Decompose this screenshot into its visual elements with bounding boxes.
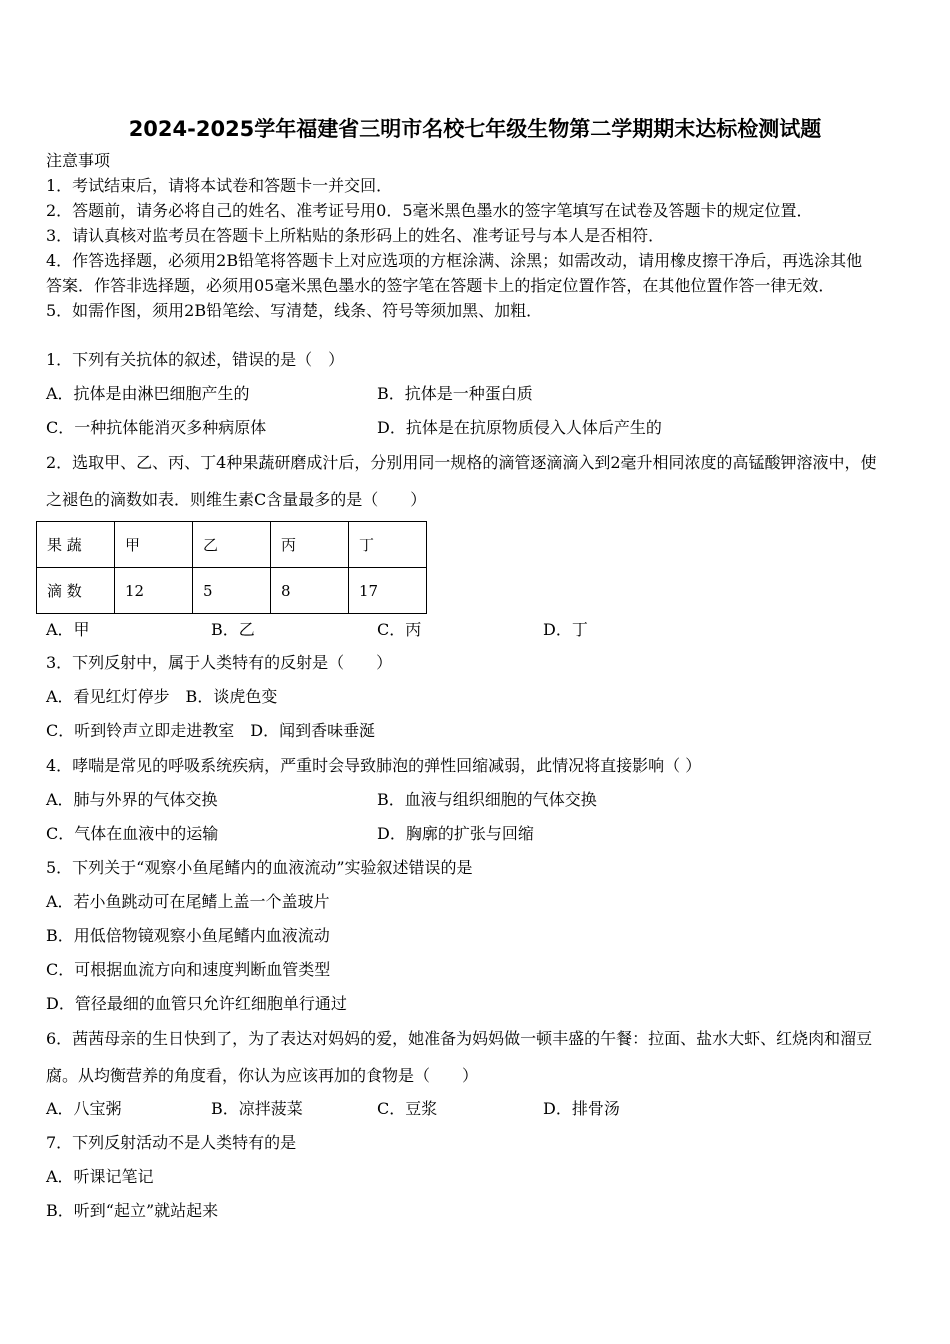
q5-option-c: C．可根据血流方向和速度判断血管类型 [46,960,331,979]
q1-option-d: D．抗体是在抗原物质侵入人体后产生的 [377,418,662,437]
q7-option-a: A．听课记笔记 [46,1167,154,1186]
table-cell: 丁 [349,522,427,568]
q3-stem: 3．下列反射中，属于人类特有的反射是（ ） [46,653,393,672]
notice-item: 2．答题前，请务必将自己的姓名、准考证号用0．5毫米黑色墨水的签字笔填写在试卷及答题卡的规定位置． [46,201,813,220]
notice-item: 4．作答选择题，必须用2B铅笔将答题卡上对应选项的方框涂满、涂黑；如需改动，请用橡皮擦干净后，再选涂其他 [46,251,863,270]
table-row [37,568,427,614]
q6-stem: 腐。从均衡营养的角度看，你认为应该再加的食物是（ ） [46,1066,479,1085]
q1-stem: 1．下列有关抗体的叙述，错误的是（ ） [46,350,345,369]
q3-options-cd: C．听到铃声立即走进教室 D．闻到香味垂涎 [46,721,376,740]
q5-stem: 5．下列关于“观察小鱼尾鳍内的血液流动”实验叙述错误的是 [46,858,473,877]
q2-stem: 之褪色的滴数如表．则维生素C含量最多的是（ ） [46,490,427,509]
q1-option-a: A．抗体是由淋巴细胞产生的 [46,384,250,403]
q4-option-c: C．气体在血液中的运输 [46,824,219,843]
q2-option-d: D．丁 [543,620,588,639]
q4-stem: 4．哮喘是常见的呼吸系统疾病，严重时会导致肺泡的弹性回缩减弱，此情况将直接影响（ ） [46,756,702,775]
q2-table [36,521,427,614]
q7-option-b: B．听到“起立”就站起来 [46,1201,219,1220]
notice-item: 答案．作答非选择题，必须用05毫米黑色墨水的签字笔在答题卡上的指定位置作答，在其他位置作答一律无效． [46,276,835,295]
table-cell: 甲 [115,522,193,568]
q2-option-b: B．乙 [211,620,255,639]
q1-option-b: B．抗体是一种蛋白质 [377,384,533,403]
q4-option-a: A．肺与外界的气体交换 [46,790,218,809]
notice-heading: 注意事项 [46,151,111,170]
table-cell: 5 [193,568,271,614]
page-title: 2024-2025学年福建省三明市名校七年级生物第二学期期末达标检测试题 [128,117,822,141]
table-cell: 丙 [271,522,349,568]
notice-item: 5．如需作图，须用2B铅笔绘、写清楚，线条、符号等须加黑、加粗． [46,301,543,320]
table-cell: 滴 数 [37,568,115,614]
q5-option-b: B．用低倍物镜观察小鱼尾鳍内血液流动 [46,926,330,945]
q4-option-b: B．血液与组织细胞的气体交换 [377,790,597,809]
q4-option-d: D．胸廓的扩张与回缩 [377,824,534,843]
notice-item: 3．请认真核对监考员在答题卡上所粘贴的条形码上的姓名、准考证号与本人是否相符． [46,226,665,245]
table-cell: 12 [115,568,193,614]
table-cell: 乙 [193,522,271,568]
q1-option-c: C．一种抗体能消灭多种病原体 [46,418,267,437]
q6-option-d: D．排骨汤 [543,1099,620,1118]
q7-stem: 7．下列反射活动不是人类特有的是 [46,1133,297,1152]
table-row [37,522,427,568]
table-cell: 8 [271,568,349,614]
q2-option-c: C．丙 [377,620,422,639]
q3-options-ab: A．看见红灯停步 B．谈虎色变 [46,687,278,706]
q2-stem: 2．选取甲、乙、丙、丁4种果蔬研磨成汁后，分别用同一规格的滴管逐滴滴入到2毫升相同浓度的高锰酸钾溶液中，使 [46,453,877,472]
q6-stem: 6．茜茜母亲的生日快到了，为了表达对妈妈的爱，她准备为妈妈做一顿丰盛的午餐：拉面、盐水大虾、红烧肉和溜豆 [46,1029,873,1048]
notice-item: 1．考试结束后，请将本试卷和答题卡一并交回． [46,176,393,195]
q6-option-c: C．豆浆 [377,1099,438,1118]
q6-option-b: B．凉拌菠菜 [211,1099,303,1118]
q6-option-a: A．八宝粥 [46,1099,122,1118]
table-cell: 果 蔬 [37,522,115,568]
q5-option-d: D．管径最细的血管只允许红细胞单行通过 [46,994,347,1013]
table-cell: 17 [349,568,427,614]
q5-option-a: A．若小鱼跳动可在尾鳍上盖一个盖玻片 [46,892,330,911]
q2-option-a: A．甲 [46,620,90,639]
